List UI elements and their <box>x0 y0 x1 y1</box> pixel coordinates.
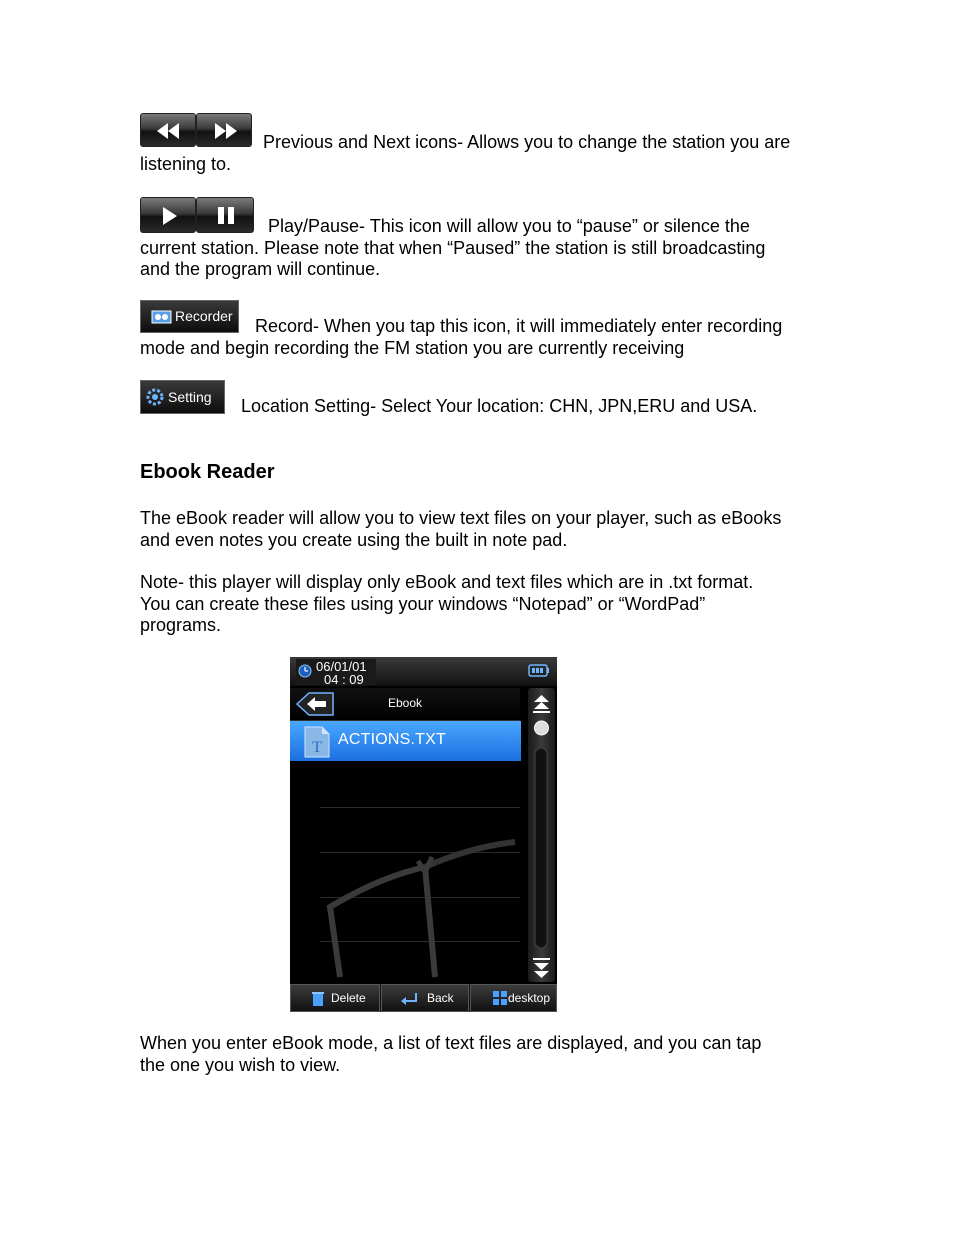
record-description <box>140 316 830 359</box>
closing-line-1: When you enter eBook mode, a list of text files are displayed, and you can tap <box>140 1033 762 1053</box>
prev-next-line-1: Previous and Next icons- Allows you to change the station you are <box>263 132 791 152</box>
trash-icon <box>311 991 325 1007</box>
location-line: Location Setting- Select Your location: CHN, JPN,ERU and USA. <box>241 396 758 416</box>
play-pause-description <box>140 216 830 281</box>
delete-label: Delete <box>331 991 366 1005</box>
desktop-label: desktop <box>508 991 551 1005</box>
record-line-1: Record- When you tap this icon, it will immediately enter recording <box>255 316 783 336</box>
prev-next-description <box>140 132 830 175</box>
grid-icon <box>493 991 507 1005</box>
clock-icon <box>298 664 312 678</box>
back-button[interactable] <box>381 984 469 1012</box>
scrollbar-graphic <box>528 688 555 982</box>
text-file-icon <box>304 726 330 758</box>
play-pause-line-3: and the program will continue. <box>140 259 381 279</box>
return-arrow-icon <box>400 991 418 1005</box>
device-screenshot <box>290 657 557 1012</box>
bottom-bar <box>290 984 557 1012</box>
gear-icon <box>145 387 165 407</box>
desktop-button[interactable] <box>470 984 557 1012</box>
note-paragraph <box>140 572 830 637</box>
status-time: 04 : 09 <box>324 672 364 687</box>
back-arrow-icon[interactable] <box>295 691 335 717</box>
closing-paragraph <box>140 1033 830 1076</box>
row-divider <box>320 807 520 808</box>
ebook-intro-line-2: and even notes you create using the built in note pad. <box>140 529 568 550</box>
record-line-2: mode and begin recording the FM station you are currently receiving <box>140 337 685 358</box>
prev-next-line-2: listening to. <box>140 153 232 174</box>
note-line-3: programs. <box>140 615 222 635</box>
delete-button[interactable] <box>290 984 380 1012</box>
svg-text:T: T <box>312 739 322 756</box>
ebook-intro-line-1: The eBook reader will allow you to view text files on your player, such as eBooks <box>140 508 782 528</box>
file-name: ACTIONS.TXT <box>338 731 446 748</box>
closing-line-2: the one you wish to view. <box>140 1054 341 1075</box>
play-pause-line-2: current station. Please note that when “Paused” the station is still broadcasting <box>140 237 766 258</box>
clock-box <box>296 659 376 685</box>
list-item[interactable] <box>290 721 521 761</box>
screen-title: Ebook <box>387 696 423 710</box>
note-line-1: Note- this player will display only eBook and text files which are in .txt format. <box>140 572 754 592</box>
recorder-label: Recorder <box>175 308 233 324</box>
setting-button-image <box>140 380 225 414</box>
section-heading: Ebook Reader <box>140 461 275 483</box>
setting-label: Setting <box>168 389 212 405</box>
ebook-intro <box>140 508 830 551</box>
note-line-2: You can create these files using your windows “Notepad” or “WordPad” <box>140 593 706 614</box>
battery-icon <box>528 663 550 679</box>
status-bar <box>290 657 557 686</box>
title-bar <box>290 688 520 721</box>
back-label: Back <box>427 991 454 1005</box>
scrollbar[interactable] <box>528 688 555 982</box>
play-pause-line-1: Play/Pause- This icon will allow you to “pause” or silence the <box>268 216 750 236</box>
location-description <box>241 396 841 418</box>
book-watermark-icon <box>290 827 520 987</box>
status-date: 06/01/01 <box>316 659 367 674</box>
